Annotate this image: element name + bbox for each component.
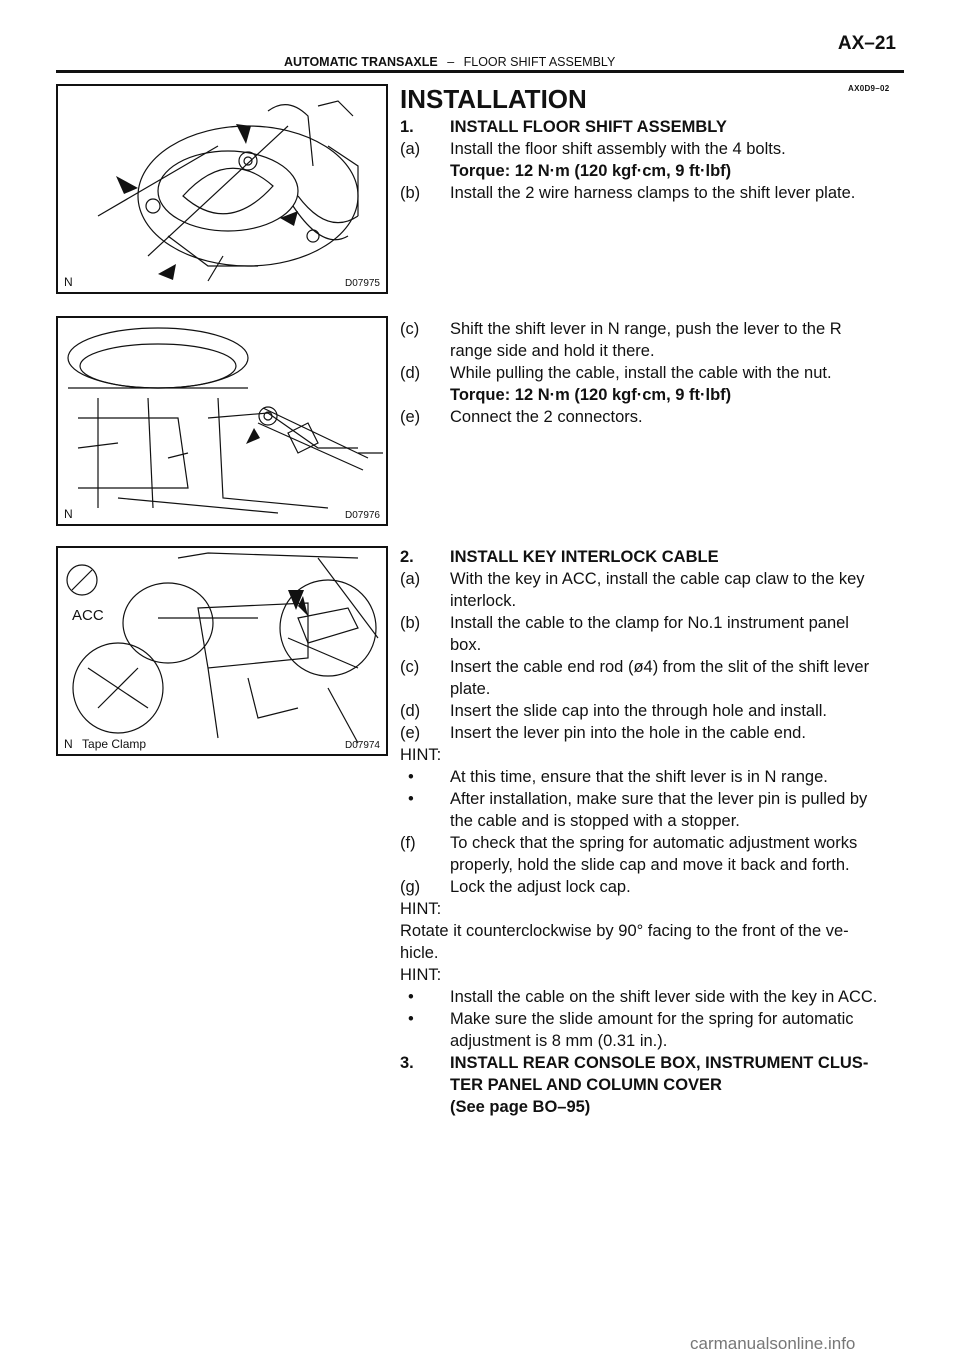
acc-callout: ACC	[72, 607, 104, 624]
bullet-text: adjustment is 8 mm (0.31 in.).	[450, 1032, 668, 1050]
bullet-text: the cable and is stopped with a stopper.	[450, 812, 740, 830]
substep-label: (d)	[400, 702, 421, 720]
step-number: 1.	[400, 118, 414, 136]
substep-text: To check that the spring for automatic adjustment works	[450, 834, 858, 852]
bullet-dot-icon: •	[408, 768, 414, 786]
substep-text: Insert the slide cap into the through hole and install.	[450, 702, 827, 720]
substep-label: (a)	[400, 140, 421, 158]
hint-text: Rotate it counterclockwise by 90° facing to the front of the ve-	[400, 922, 849, 940]
substep-text: Insert the lever pin into the hole in the cable end.	[450, 724, 806, 742]
page-reference: (See page BO–95)	[450, 1098, 591, 1116]
figure-code: D07975	[344, 278, 380, 289]
page-number: AX–21	[837, 33, 896, 54]
substep-text: Install the floor shift assembly with the 4 bolts.	[450, 140, 786, 158]
bullet-dot-icon: •	[408, 790, 414, 808]
arrow-icon	[246, 428, 260, 444]
substep-text: Shift the shift lever in N range, push the lever to the R	[450, 320, 842, 338]
section-separator: –	[447, 55, 455, 69]
shift-cable-illustration	[58, 318, 386, 524]
bullet-text: After installation, make sure that the lever pin is pulled by	[450, 790, 868, 808]
page-title: INSTALLATION	[400, 84, 587, 114]
substep-text: While pulling the cable, install the cable with the nut.	[450, 364, 832, 382]
step-heading: INSTALL KEY INTERLOCK CABLE	[450, 548, 719, 566]
bullet-text: Make sure the slide amount for the spring for automatic	[450, 1010, 854, 1028]
step-1-block	[400, 116, 900, 204]
hint-label: HINT:	[400, 900, 442, 918]
step-1-continued	[400, 318, 900, 428]
substep-label: (g)	[400, 878, 421, 896]
figure-corner-label: N	[64, 507, 73, 521]
substep-text: Install the cable to the clamp for No.1 instrument panel	[450, 614, 849, 632]
figure-corner-label: N	[64, 275, 73, 289]
document-id: AX0D9–02	[848, 84, 890, 93]
substep-label: (b)	[400, 184, 421, 202]
bullet-dot-icon: •	[408, 988, 414, 1006]
tape-clamp-label: Tape Clamp	[82, 737, 147, 751]
substep-label: (d)	[400, 364, 421, 382]
header-rule	[56, 70, 904, 73]
figure-corner-label	[64, 737, 146, 751]
step-heading: INSTALL REAR CONSOLE BOX, INSTRUMENT CLUS-	[450, 1054, 869, 1072]
substep-text: Connect the 2 connectors.	[450, 408, 643, 426]
substep-text: box.	[450, 636, 482, 654]
substep-text: Insert the cable end rod (ø4) from the slit of the shift lever	[450, 658, 870, 676]
section-title	[284, 55, 615, 69]
floor-shift-illustration	[58, 86, 386, 292]
substep-label: (e)	[400, 408, 421, 426]
substep-label: (e)	[400, 724, 421, 742]
substep-label: (c)	[400, 320, 420, 338]
substep-label: (f)	[400, 834, 416, 852]
section-name: AUTOMATIC TRANSAXLE	[284, 55, 438, 69]
figure-corner-n: N	[64, 737, 73, 751]
bullet-dot-icon: •	[408, 1010, 414, 1028]
hint-text: hicle.	[400, 944, 439, 962]
step-heading: TER PANEL AND COLUMN COVER	[450, 1076, 722, 1094]
bullet-text: At this time, ensure that the shift lever is in N range.	[450, 768, 828, 786]
substep-label: (b)	[400, 614, 421, 632]
hint-label: HINT:	[400, 746, 442, 764]
step-2-block	[400, 546, 900, 1118]
substep-text: plate.	[450, 680, 491, 698]
torque-spec: Torque: 12 N·m (120 kgf·cm, 9 ft·lbf)	[450, 386, 732, 404]
step-3-block	[400, 1052, 900, 1074]
figure-floor-shift	[56, 84, 388, 294]
torque-spec: Torque: 12 N·m (120 kgf·cm, 9 ft·lbf)	[450, 162, 732, 180]
key-interlock-illustration	[58, 548, 386, 754]
substep-text: properly, hold the slide cap and move it back and forth.	[450, 856, 850, 874]
substep-text: Install the 2 wire harness clamps to the shift lever plate.	[450, 184, 856, 202]
subsection-name: FLOOR SHIFT ASSEMBLY	[463, 55, 616, 69]
substep-text: range side and hold it there.	[450, 342, 655, 360]
substep-text: With the key in ACC, install the cable cap claw to the key	[450, 570, 865, 588]
step-heading: INSTALL FLOOR SHIFT ASSEMBLY	[450, 118, 727, 136]
substep-text: interlock.	[450, 592, 517, 610]
substep-text: Lock the adjust lock cap.	[450, 878, 631, 896]
substep-label: (c)	[400, 658, 420, 676]
figure-code: D07976	[344, 510, 380, 521]
watermark: carmanualsonline.info	[690, 1334, 856, 1353]
figure-key-interlock	[56, 546, 388, 756]
step-number: 2.	[400, 548, 414, 566]
step-number: 3.	[400, 1054, 414, 1072]
figure-shift-cable	[56, 316, 388, 526]
substep-label: (a)	[400, 570, 421, 588]
figure-code: D07974	[344, 740, 380, 751]
bullet-text: Install the cable on the shift lever side with the key in ACC.	[450, 988, 878, 1006]
hint-label: HINT:	[400, 966, 442, 984]
